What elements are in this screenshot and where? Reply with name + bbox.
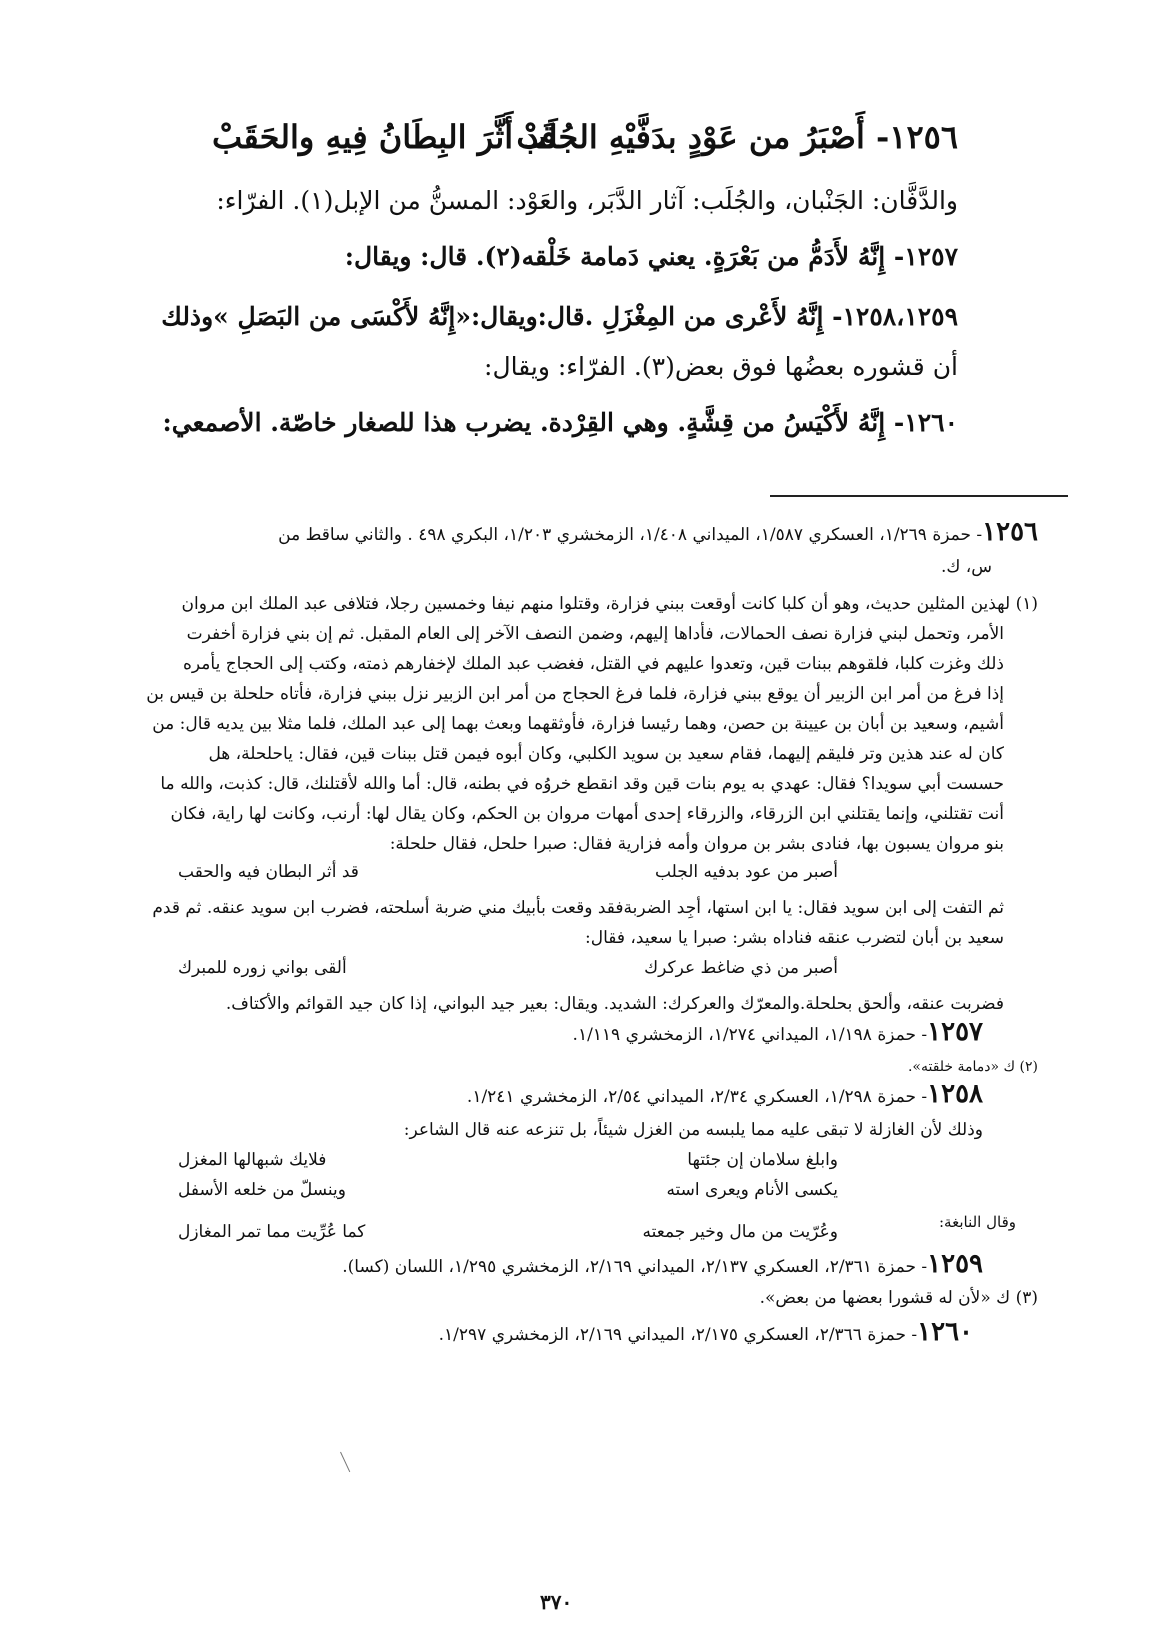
- note-1-line-6: كان له عند هذين وتر فليقم إليهما، فقام سعيد بن سويد الكلبي، وكان أبوه فيمن قتل ببنات قين، فقال: ياحلحلة، هل: [208, 744, 1004, 764]
- footnote-number: ١٢٥٨: [927, 1079, 983, 1109]
- note-1-line-8: أنت تقتلني، وإنما يقتلني ابن الزرقاء، والزرقاء إحدى أمهات مروان بن الحكم، وكان يقال لها: أرنب، وكانت لها راية، فكان: [170, 804, 1004, 824]
- hemistich: ألقى بواني زوره للمبرك: [178, 958, 347, 978]
- verse-row-3: [178, 1150, 838, 1170]
- stray-pen-mark: [340, 1446, 363, 1472]
- footnote-number: ١٢٥٧: [927, 1017, 983, 1047]
- footnote-1260: [439, 1318, 973, 1349]
- footnote-text: - حمزة ١/١٩٨، الميداني ١/٢٧٤، الزمخشري ١/١١٩.: [572, 1025, 928, 1045]
- hemistich: قد أثر البطان فيه والحقب: [178, 862, 359, 882]
- nabigha-label: وقال النابغة:: [939, 1213, 1016, 1231]
- note-1-line-7: حسست أبي سويدا؟ فقال: عهدي به يوم بنات قين وقد انقطع خروُه في بطنه، قال: أما والله لأقتلنك، قال: كذبت، والله ما: [160, 774, 1004, 794]
- note-1-line-9: بنو مروان يسبون بها، فنادى بشر بن مروان وأمه فزارية فقال: صبرا حلحل، فقال حلحلة:: [389, 834, 1004, 854]
- footnote-number: ١٢٦٠: [917, 1317, 973, 1347]
- hemistich: أصبر من ذي ضاغط عركرك: [644, 958, 838, 978]
- note-2: (٢) ك «دمامة خلقته».: [907, 1059, 1038, 1075]
- footnote-number: ١٢٥٦: [982, 517, 1038, 547]
- footnote-1256-cont: س، ك.: [940, 557, 992, 577]
- footnote-text: - حمزة ١/٢٩٨، العسكري ٢/٣٤، الميداني ٢/٥٤، الزمخشري ١/٢٤١.: [466, 1087, 928, 1107]
- hemistich: وابلغ سلامان إن جئتها: [687, 1150, 838, 1170]
- footnote-1256: [278, 518, 1038, 549]
- proverb-1260: ١٢٦٠- إِنَّهُ لأَكْيَسُ من قِشَّةٍ. وهي القِرْدة. يضرب هذا للصغار خاصّة. الأصمعي:: [162, 408, 958, 437]
- footnote-1258: [467, 1080, 983, 1111]
- footnote-text: - حمزة ٢/٣٦٦، العسكري ٢/١٧٥، الميداني ٢/١٦٩، الزمخشري ١/٢٩٧.: [438, 1325, 918, 1345]
- hemistich: فلايك شبهالها المغزل: [178, 1150, 327, 1170]
- hemistich: كما عُرِّيت مما تمر المغازل: [178, 1222, 366, 1242]
- hemistich: يكسى الأنام ويعرى استه: [666, 1180, 838, 1200]
- hemistich: وعُرّيت من مال وخير جمعته: [642, 1222, 838, 1242]
- verse-row-2: [178, 958, 838, 978]
- note-1-line-11: سعيد بن أبان لتضرب عنقه فناداه بشر: صبرا يا سعيد، فقال:: [585, 928, 1004, 948]
- footnote-number: ١٢٥٩: [927, 1249, 983, 1279]
- note-1-line-5: أشيم، وسعيد بن أبان بن عيينة بن حصن، وهما رئيسا فزارة، فأوثقهما وبعث بهما إلى عبد الملك، فلما مثلا بين يديه قال: من: [152, 714, 1004, 734]
- verse-row-4: [178, 1180, 838, 1200]
- note-1-line-1: (١) لهذين المثلين حديث، وهو أن كلبا كانت أوقعت ببني فزارة، وقتلوا منهم نيفا وخمسين رجلا، فتلافى عبد الملك ابن مروان: [181, 594, 1038, 614]
- footnote-divider: [770, 495, 1068, 497]
- note-3: (٣) ك «لأن له قشورا بعضها من بعض».: [759, 1288, 1038, 1308]
- note-1-line-10: ثم التفت إلى ابن سويد فقال: يا ابن استها، أجِد الضربةفقد وقعت بأبيك مني ضربة أسلحته، فضرب ابن سويد عنقه. ثم قدم: [152, 898, 1004, 918]
- footnote-1258-cont: وذلك لأن الغازلة لا تبقى عليه مما يلبسه من الغزل شيئاً، بل تنزعه عنه قال الشاعر:: [403, 1120, 983, 1140]
- note-1-line-12: فضربت عنقه، وألحق بحلحلة.والمعرّك والعركرك: الشديد. ويقال: بعير جيد البواني، إذا كان جيد القوائم والأكتاف.: [225, 994, 1004, 1014]
- note-1-line-4: إذا فرغ من أمر ابن الزبير أن يوقع ببني فزارة، فلما فرغ الحجاج من أمر ابن الزبير نزل ببني فزارة، فأتاه حلحلة بن قيس بن: [146, 684, 1004, 704]
- footnote-1257: [573, 1018, 983, 1049]
- footnote-text: - حمزة ١/٢٦٩، العسكري ١/٥٨٧، الميداني ١/٤٠٨، الزمخشري ١/٢٠٣، البكري ٤٩٨ . والثاني ساقط من: [278, 525, 983, 545]
- proverb-1258-1259: ١٢٥٨،١٢٥٩- إِنَّهُ لأَعْرى من المِغْزَلِ .قال:ويقال:«إِنَّهُ لأَكْسَى من البَصَلِ »وذلك: [161, 302, 958, 331]
- hemistich: أصبر من عود بدفيه الجلب: [654, 862, 838, 882]
- main-line-5: أن قشوره بعضُها فوق بعض(٣). الفرّاء: ويقال:: [484, 352, 958, 381]
- main-line-2: والدَّفَّان: الجَنْبان، والجُلَب: آثار الدَّبَر، والعَوْد: المسنُّ من الإبل(١). الفرّاء:: [216, 186, 958, 215]
- hemistich: وينسلّ من خلعه الأسفل: [178, 1180, 346, 1200]
- verse-hemistich-right: ١٢٥٦- أَصْبَرُ من عَوْدٍ بدَفَّيْهِ الجُلَبْ: [516, 118, 958, 156]
- verse-row-1: [178, 862, 838, 882]
- verse-row-5: [178, 1222, 838, 1242]
- note-1-line-2: الأمر، وتحمل لبني فزارة نصف الحمالات، فأداها إليهم، وضمن النصف الآخر إلى العام المقبل. ثم إن بني فزارة أخفرت: [186, 624, 1004, 644]
- proverb-1257: ١٢٥٧- إِنَّهُ لأَدَمُّ من بَعْرَةٍ. يعني دَمامة خَلْقه(٢). قال: ويقال:: [344, 242, 958, 271]
- verse-hemistich-left: قَدْ أَثَّرَ البِطَانُ فِيهِ والحَقَبْ: [212, 118, 557, 156]
- note-1-line-3: ذلك وغزت كلبا، فلقوهم ببنات قين، وتعدوا عليهم في القتل، فغضب عبد الملك لإخفارهم ذمته، وكتب إلى الحجاج يأمره: [183, 654, 1004, 674]
- footnote-text: - حمزة ٢/٣٦١، العسكري ٢/١٣٧، الميداني ٢/١٦٩، الزمخشري ١/٢٩٥، اللسان (كسا).: [342, 1257, 928, 1277]
- footnote-1259: [342, 1250, 983, 1281]
- page-number: ٣٧٠: [540, 1590, 573, 1614]
